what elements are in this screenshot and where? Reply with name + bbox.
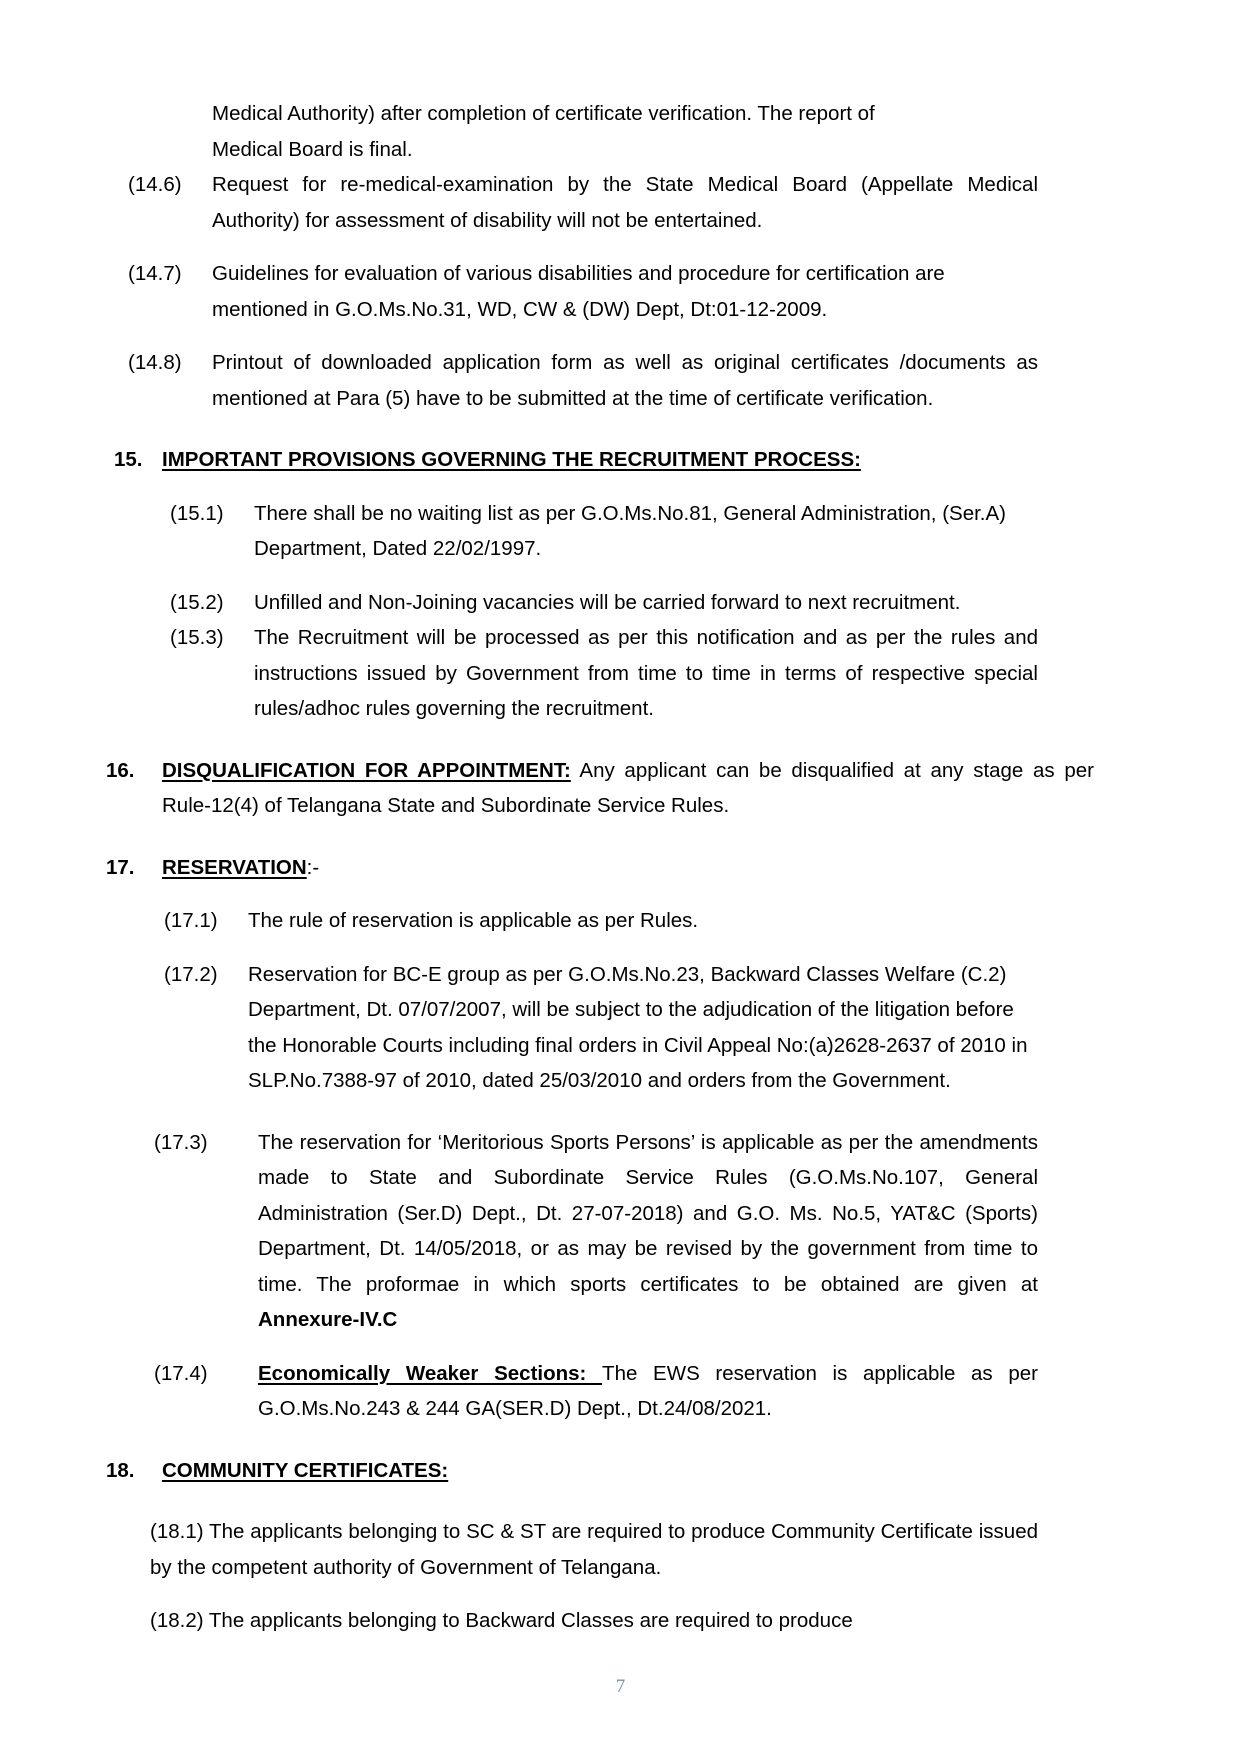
section-title: IMPORTANT PROVISIONS GOVERNING THE RECRUITMENT PROCESS: [162, 448, 861, 471]
spacer [128, 416, 1038, 442]
spacer [128, 727, 1038, 753]
item-marker: (17.1) [164, 909, 218, 932]
item-marker: (14.6) [128, 173, 182, 196]
item-text: Printout of downloaded application form as well as original certificates /documents as mentioned at Para (5) have to be submitted at the time of certificate verification. [212, 351, 1038, 410]
item-marker: (18.2) [150, 1609, 204, 1632]
list-item-15-3 [170, 620, 1038, 727]
section-title-suffix: :- [306, 855, 320, 879]
list-item-14-7 [128, 256, 1038, 327]
annexure-reference: Annexure-IV.C [258, 1308, 398, 1331]
item-text: Unfilled and Non-Joining vacancies will be carried forward to next recruitment. [254, 590, 961, 614]
list-item-18-2 [150, 1603, 1038, 1639]
item-marker: (15.3) [170, 626, 224, 649]
section-heading-16 [106, 753, 1094, 824]
spacer [150, 1585, 1038, 1603]
item-marker: (17.3) [154, 1130, 208, 1154]
section-heading-15 [114, 442, 1038, 478]
item-body: The applicants belonging to SC & ST are required to produce Community Certificate issued by the competent authority of Government of Telangana. [150, 1520, 1038, 1579]
section-number: 16. [106, 758, 135, 782]
continued-line-2: Medical Board is final. [212, 137, 413, 161]
section-title: COMMUNITY CERTIFICATES: [162, 1458, 449, 1482]
item-marker: (15.2) [170, 590, 224, 614]
item-text: Request for re-medical-examination by the State Medical Board (Appellate Medical Authority) for assessment of disability will not be entertained. [212, 173, 1038, 232]
continued-paragraph [128, 96, 1038, 167]
item-marker: (17.2) [164, 962, 218, 986]
continued-line-1: Medical Authority) after completion of certificate verification. The report of [212, 102, 875, 125]
page-content [106, 96, 1094, 1639]
section-title: RESERVATION [162, 855, 307, 879]
item-marker: (17.4) [154, 1361, 208, 1385]
item-text-18-2 [150, 1609, 853, 1632]
spacer [128, 885, 1038, 903]
spacer [164, 1338, 1038, 1356]
item-text: The Recruitment will be processed as per this notification and as per the rules and instructions issued by Government from time to time in terms of respective special rules/adhoc rules governing the recruitment. [254, 626, 1038, 720]
spacer [128, 1427, 1038, 1453]
list-item-17-3 [154, 1125, 1038, 1338]
section-number: 17. [106, 855, 135, 879]
section-18-items [150, 1514, 1038, 1639]
item-text: There shall be no waiting list as per G.O.Ms.No.81, General Administration, (Ser.A) Department, Dated 22/02/1997. [254, 501, 1006, 560]
list-item-17-1 [164, 903, 1038, 939]
section-number: 18. [106, 1458, 135, 1482]
spacer [170, 567, 1038, 585]
spacer [164, 939, 1038, 957]
spacer [128, 327, 1038, 345]
section-number: 15. [114, 448, 143, 471]
spacer [164, 1099, 1038, 1125]
list-item-15-1 [170, 496, 1038, 567]
spacer [128, 478, 1038, 496]
item-text: The rule of reservation is applicable as per Rules. [248, 909, 699, 932]
item-body: The applicants belonging to Backward Classes are required to produce [208, 1609, 853, 1632]
section-title: DISQUALIFICATION FOR APPOINTMENT: [162, 758, 571, 782]
ews-label: Economically Weaker Sections: [258, 1361, 603, 1385]
item-marker: (14.7) [128, 262, 182, 285]
list-item-14-8 [128, 345, 1038, 416]
list-item-15-2 [170, 585, 1038, 621]
spacer [128, 824, 1038, 850]
section-17-items [154, 903, 1038, 1427]
item-text: Reservation for BC-E group as per G.O.Ms.No.23, Backward Classes Welfare (C.2) Department, Dt. 07/07/2007, will be subject to the adjudication of the litigation before the Honorable Courts including final orders in Civil Appeal No:(a)2628-2637 of 2010 in SLP.No.7388-97 of 2010, dated 25/03/2010 and orders from the Government. [248, 962, 1028, 1092]
item-text: Guidelines for evaluation of various disabilities and procedure for certification are mentioned in G.O.Ms.No.31, WD, CW & (DW) Dept, Dt:01-12-2009. [212, 262, 945, 321]
section-body: Any applicant can be disqualified at any stage as per Rule-12(4) of Telangana State and Subordinate Service Rules. [162, 758, 1094, 817]
spacer [128, 1488, 1038, 1514]
list-item-17-2 [164, 957, 1038, 1099]
item-marker: (18.1) [150, 1520, 204, 1543]
section-15-items [170, 496, 1038, 727]
item-text: The EWS reservation is applicable as per G.O.Ms.No.243 & 244 GA(SER.D) Dept., Dt.24/08/2021. [258, 1361, 1038, 1420]
section-heading-17 [106, 850, 1038, 886]
item-text-18-1 [150, 1520, 1038, 1579]
section-heading-18 [106, 1453, 1038, 1489]
item-marker: (14.8) [128, 351, 182, 374]
page-number: 7 [615, 1676, 626, 1697]
item-text: The reservation for ‘Meritorious Sports Persons’ is applicable as per the amendments made to State and Subordinate Service Rules (G.O.Ms.No.107, General Administration (Ser.D) Dept., Dt. 27-07-2018) and G.O. Ms. No.5, YAT&C (Sports) Department, Dt. 14/05/2018, or as may be revised by the government from time to time. The proformae in which sports certificates to be obtained are given at [258, 1130, 1038, 1296]
list-item-14-6 [128, 167, 1038, 238]
spacer [128, 238, 1038, 256]
list-item-17-4 [154, 1356, 1038, 1427]
item-marker: (15.1) [170, 501, 224, 525]
list-item-18-1 [150, 1514, 1038, 1585]
